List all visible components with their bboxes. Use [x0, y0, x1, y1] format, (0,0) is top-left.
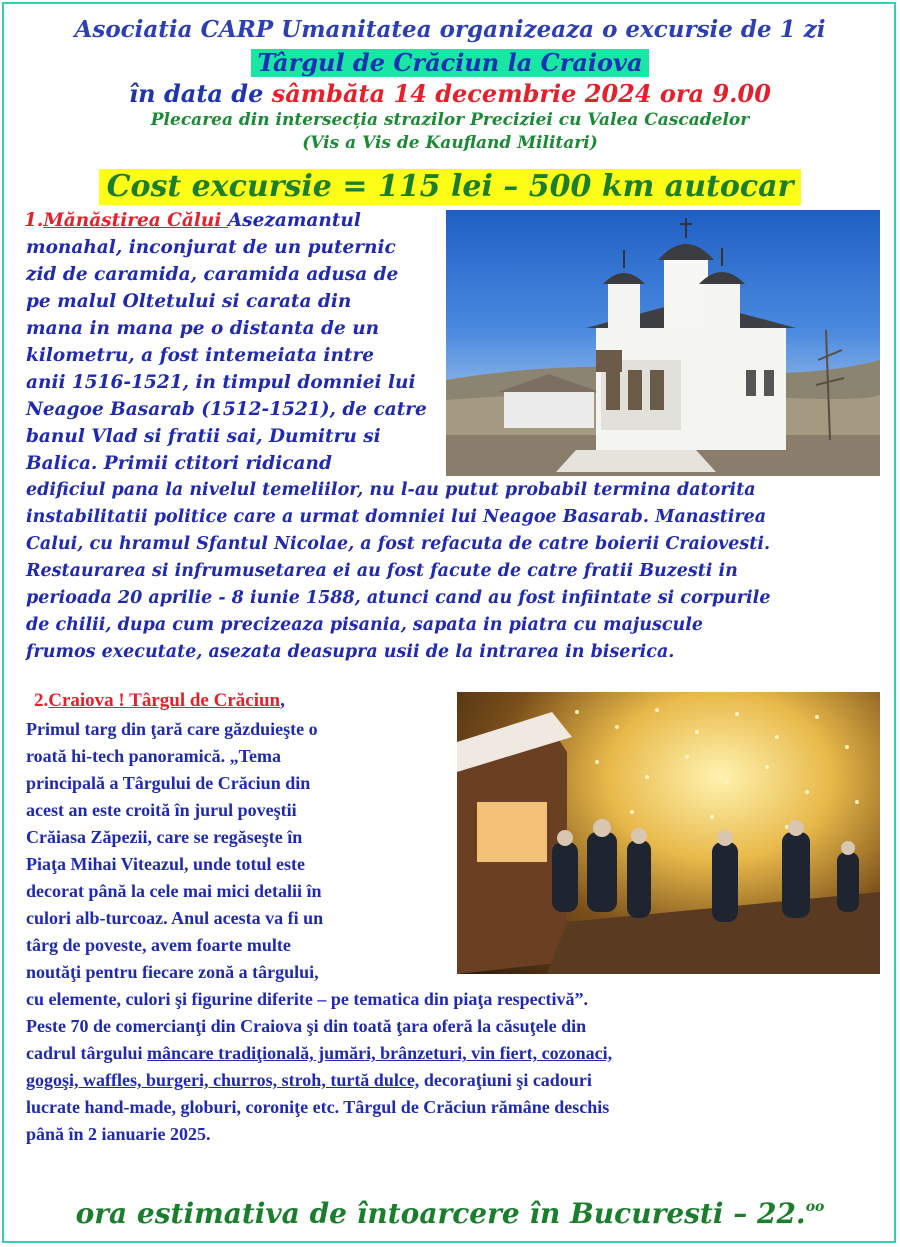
section1-line: zid de caramida, caramida adusa de: [26, 264, 399, 285]
section1-line: anii 1516-1521, in timpul domniei lui: [26, 372, 416, 393]
section1-line: Calui, cu hramul Sfantul Nicolae, a fost refacuta de catre boierii Craiovesti.: [26, 534, 771, 554]
section1-line: Asezamantul: [227, 210, 361, 231]
departure-location: Plecarea din intersecția strazilor Preciziei cu Valea Cascadelor: [150, 110, 750, 130]
section1-line: perioada 20 aprilie - 8 iunie 1588, atunci cand au fost infiintate si corpurile: [26, 588, 771, 608]
cost-wrapper: [0, 169, 900, 205]
event-title: Târgul de Crăciun la Craiova: [251, 49, 648, 77]
section2-line: roată hi-tech panoramică. „Tema: [26, 746, 281, 766]
event-date: sâmbăta 14 decembrie 2024 ora 9.00: [271, 79, 771, 108]
section2-line: culori alb-turcoaz. Anul acesta va fi un: [26, 908, 324, 928]
section1-line: de chilii, dupa cum precizeaza pisania, sapata in piatra cu majuscule: [26, 615, 703, 635]
christmas-market-photo: [457, 692, 880, 974]
section2-line: principală a Târgului de Crăciun din: [26, 773, 311, 793]
section1-heading-line: [24, 210, 361, 231]
section2-line: târg de poveste, avem foarte multe: [26, 935, 291, 955]
section1-line: edificiul pana la nivelul temeliilor, nu l-au putut probabil termina datorita: [26, 480, 756, 500]
section2-heading-line: [34, 690, 285, 712]
section2-line: cu elemente, culori şi figurine diferite – pe tematica din piaţa respectivă”.: [26, 989, 589, 1009]
section1-line: pe malul Oltetului si carata din: [26, 291, 352, 312]
cost-banner: Cost excursie = 115 lei – 500 km autocar: [99, 169, 802, 205]
food-list-underlined: mâncare tradiţională, jumări, brânzeturi, vin fiert, cozonaci,: [147, 1043, 613, 1063]
section1-line: monahal, inconjurat de un puternic: [26, 237, 396, 258]
section1-line: kilometru, a fost intemeiata intre: [26, 345, 374, 366]
header-title: Asociatia CARP Umanitatea organizeaza o excursie de 1 zi: [74, 16, 826, 43]
section1-line: banul Vlad si fratii sai, Dumitru si: [26, 426, 381, 447]
section1-line: Balica. Primii ctitori ridicand: [26, 453, 332, 474]
section1-line: frumos executate, asezata deasupra usii de la intrarea in biserica.: [26, 642, 675, 662]
section2-line: decorat până la cele mai mici detalii în: [26, 881, 322, 901]
return-time-sup: oo: [805, 1199, 825, 1215]
section2-line: Crăiasa Zăpezii, care se regăseşte în: [26, 827, 303, 847]
section2-line: Primul targ din ţară care găzduieşte o: [26, 719, 318, 739]
return-time: [0, 1197, 900, 1230]
section2-line: noutăţi pentru fiecare zonă a târgului,: [26, 962, 319, 982]
return-time-text: ora estimativa de întoarcere în Bucuresti – 22.: [75, 1197, 806, 1230]
event-title-wrapper: [0, 49, 900, 77]
section2-line: Peste 70 de comercianţi din Craiova şi din toată ţara oferă la căsuţele din: [26, 1016, 587, 1036]
section2-title-suffix: ,: [280, 690, 285, 711]
section2-line: [26, 1070, 592, 1091]
section1-line: Neagoe Basarab (1512-1521), de catre: [26, 399, 427, 420]
section2-line13-prefix: cadrul târgului: [26, 1043, 148, 1063]
section1-line: mana in mana pe o distanta de un: [26, 318, 380, 339]
section2-line: Piaţa Mihai Viteazul, unde totul este: [26, 854, 305, 874]
section2-title: Craiova ! Târgul de Crăciun: [48, 690, 281, 711]
section1-line: instabilitatii politice care a urmat domniei lui Neagoe Basarab. Manastirea: [26, 507, 767, 527]
section2-line: până în 2 ianuarie 2025.: [26, 1124, 211, 1144]
event-date-line: [0, 79, 900, 108]
section2-number: 2.: [34, 690, 49, 711]
section1-number: 1.: [24, 210, 44, 231]
section2-line14-suffix: decoraţiuni şi cadouri: [419, 1070, 592, 1090]
date-prefix: în data de: [129, 79, 272, 108]
section2-line: [26, 1043, 612, 1064]
food-list-underlined: gogoşi, waffles, burgeri, churros, stroh, turtă dulce,: [26, 1070, 420, 1090]
monastery-photo: [446, 210, 880, 476]
section2-line: acest an este croită în jurul poveştii: [26, 800, 297, 820]
section2-line: lucrate hand-made, globuri, coroniţe etc. Târgul de Crăciun rămâne deschis: [26, 1097, 610, 1117]
departure-landmark: (Vis a Vis de Kaufland Militari): [302, 133, 598, 153]
section1-line: Restaurarea si infrumusetarea ei au fost facute de catre fratii Buzesti in: [26, 561, 738, 581]
section1-title: Mănăstirea Călui: [43, 210, 228, 231]
